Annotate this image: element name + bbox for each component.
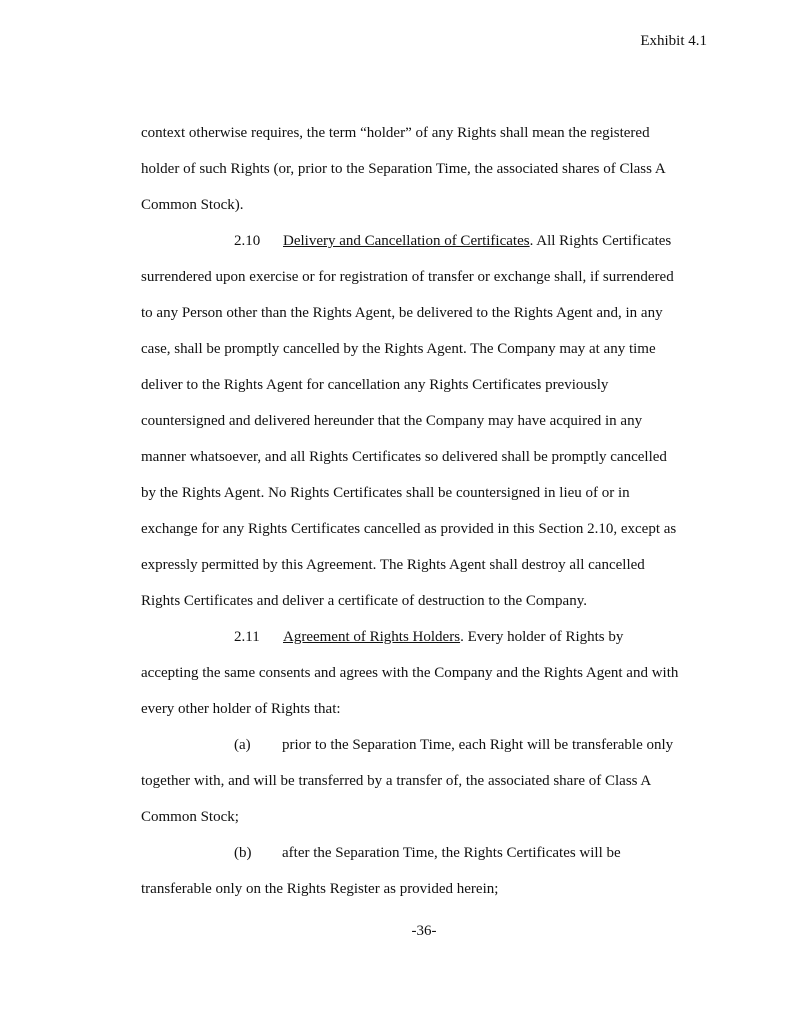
text-line: deliver to the Rights Agent for cancellation any Rights Certificates previously — [141, 377, 609, 393]
item-b-line — [234, 843, 621, 863]
text-line: Common Stock). — [141, 197, 244, 213]
text-line: manner whatsoever, and all Rights Certificates so delivered shall be promptly cancelled — [141, 449, 667, 465]
section-heading: Delivery and Cancellation of Certificates — [283, 233, 530, 249]
text-line: countersigned and delivered hereunder that the Company may have acquired in any — [141, 413, 643, 429]
text-line: Rights Certificates and deliver a certificate of destruction to the Company. — [141, 593, 587, 609]
text-line: context otherwise requires, the term “holder” of any Rights shall mean the registered — [141, 125, 650, 141]
item-label: (b) — [234, 845, 252, 861]
text-line: Common Stock; — [141, 809, 239, 825]
text-line: accepting the same consents and agrees with the Company and the Rights Agent and with — [141, 665, 679, 681]
exhibit-label: Exhibit 4.1 — [640, 33, 707, 49]
text-line: holder of such Rights (or, prior to the Separation Time, the associated shares of Class A — [141, 161, 666, 177]
section-heading: Agreement of Rights Holders — [283, 629, 461, 645]
section-lead-text: . All Rights Certificates — [529, 233, 672, 249]
text-line: case, shall be promptly cancelled by the Rights Agent. The Company may at any time — [141, 341, 656, 357]
text-line: exchange for any Rights Certificates cancelled as provided in this Section 2.10, except as — [141, 521, 677, 537]
text-line: together with, and will be transferred by a transfer of, the associated share of Class A — [141, 773, 652, 789]
text-line: by the Rights Agent. No Rights Certificates shall be countersigned in lieu of or in — [141, 485, 630, 501]
section-number: 2.11 — [234, 629, 260, 645]
item-lead-text: after the Separation Time, the Rights Certificates will be — [282, 845, 621, 861]
page-number: -36- — [411, 923, 437, 939]
item-lead-text: prior to the Separation Time, each Right will be transferable only — [282, 737, 674, 753]
text-line: expressly permitted by this Agreement. The Rights Agent shall destroy all cancelled — [141, 557, 645, 573]
item-a-line — [234, 735, 673, 755]
item-label: (a) — [234, 737, 251, 753]
section-number: 2.10 — [234, 233, 261, 249]
section-lead-text: . Every holder of Rights by — [460, 629, 624, 645]
text-line: surrendered upon exercise or for registration of transfer or exchange shall, if surrendered — [141, 269, 674, 285]
text-line: transferable only on the Rights Register as provided herein; — [141, 881, 499, 897]
text-line: to any Person other than the Rights Agent, be delivered to the Rights Agent and, in any — [141, 305, 663, 321]
section-2-11-heading-line — [234, 627, 623, 647]
section-2-10-heading-line — [234, 231, 671, 251]
text-line: every other holder of Rights that: — [141, 701, 341, 717]
